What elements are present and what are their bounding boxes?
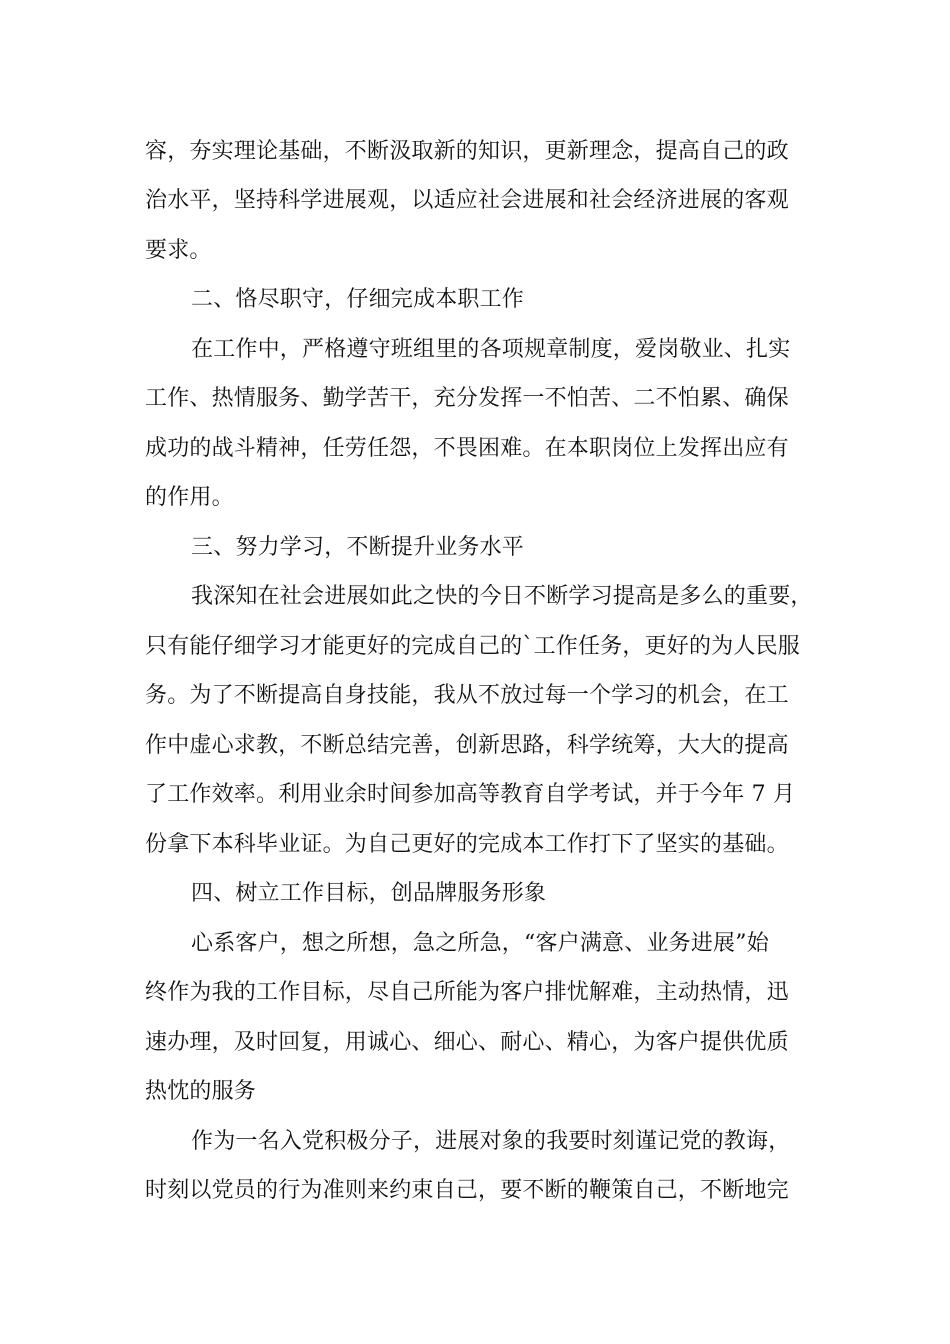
section-heading: 三、努力学习，不断提升业务水平 <box>191 535 525 560</box>
text-line: 在工作中，严格遵守班组里的各项规章制度，爱岗敬业、扎实 <box>191 337 791 362</box>
section-heading: 四、树立工作目标，创品牌服务形象 <box>191 881 547 906</box>
text-line: 了工作效率。利用业余时间参加高等教育自学考试，并于今年 7 月 <box>145 782 796 807</box>
text-line: 只有能仔细学习才能更好的完成自己的`工作任务，更好的为人民服 <box>145 634 801 659</box>
text-line: 心系客户，想之所想，急之所急，“客户满意、业务进展”始 <box>191 931 769 956</box>
section-heading: 二、恪尽职守，仔细完成本职工作 <box>191 287 525 312</box>
text-line: 我深知在社会进展如此之快的今日不断学习提高是多么的重要， <box>191 584 813 609</box>
text-line: 成功的战斗精神，任劳任怨，不畏困难。在本职岗位上发挥出应有 <box>145 436 789 461</box>
text-line: 的作用。 <box>145 485 234 510</box>
text-line: 工作、热情服务、勤学苦干，充分发挥一不怕苦、二不怕累、确保 <box>145 386 789 411</box>
text-line: 份拿下本科毕业证。为自己更好的完成本工作打下了坚实的基础。 <box>145 832 789 857</box>
text-line: 速办理，及时回复，用诚心、细心、耐心、精心，为客户提供优质 <box>145 1030 789 1055</box>
text-line: 作中虚心求教，不断总结完善，创新思路，科学统筹，大大的提高 <box>145 733 789 758</box>
text-line: 治水平，坚持科学进展观，以适应社会进展和社会经济进展的客观 <box>145 188 789 213</box>
text-line: 作为一名入党积极分子，进展对象的我要时刻谨记党的教诲， <box>191 1129 791 1154</box>
text-line: 热忱的服务 <box>145 1079 257 1104</box>
text-line: 要求。 <box>145 238 212 263</box>
text-line: 容，夯实理论基础，不断汲取新的知识，更新理念，提高自己的政 <box>145 139 789 164</box>
text-line: 时刻以党员的行为准则来约束自己，要不断的鞭策自己，不断地完 <box>145 1178 789 1203</box>
text-line: 务。为了不断提高自身技能，我从不放过每一个学习的机会，在工 <box>145 683 789 708</box>
text-line: 终作为我的工作目标，尽自己所能为客户排忧解难，主动热情，迅 <box>145 980 789 1005</box>
